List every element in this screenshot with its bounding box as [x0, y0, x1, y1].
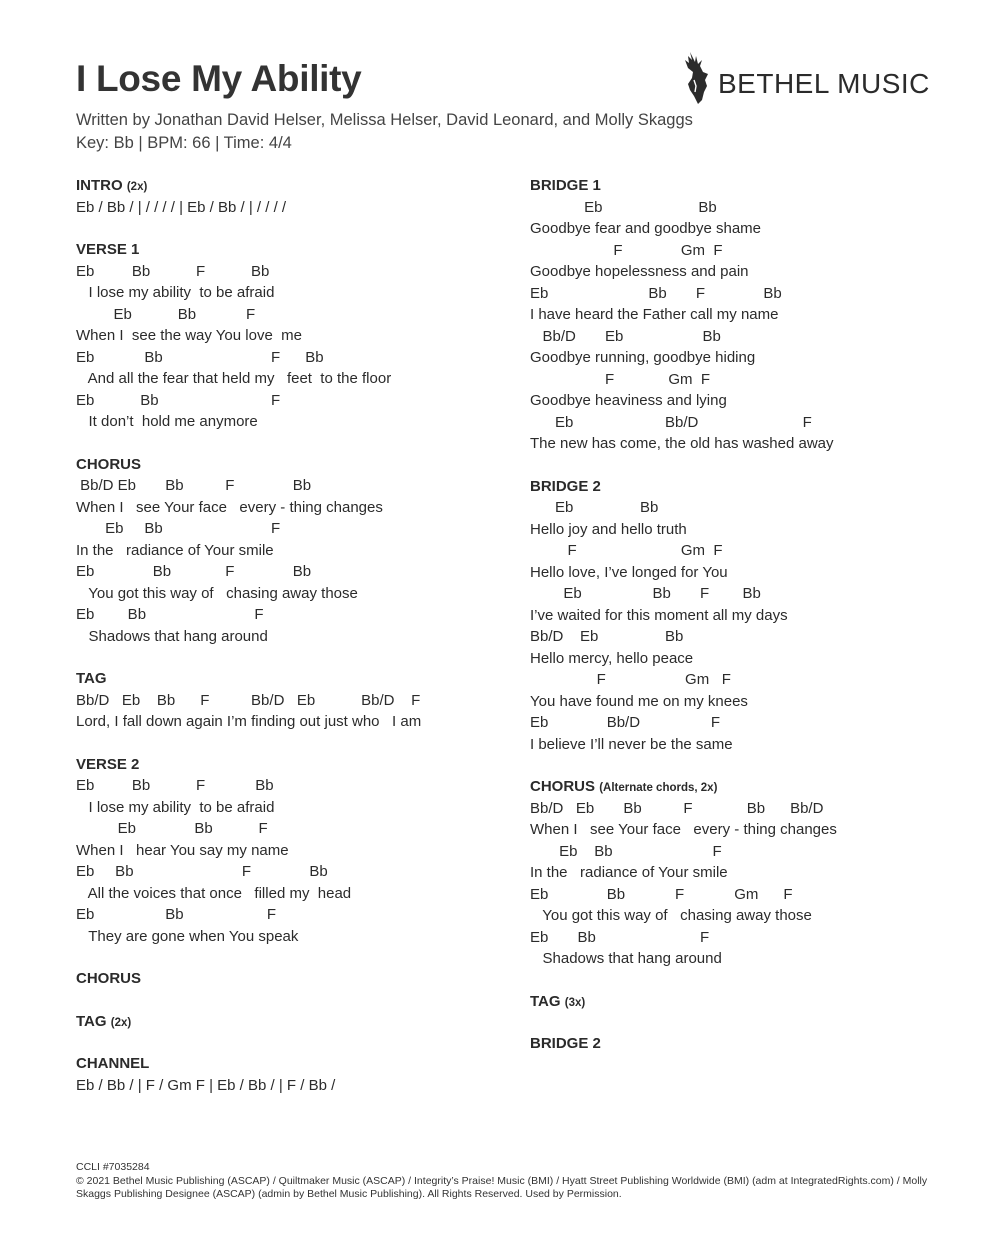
section-heading [76, 1053, 496, 1075]
lyric-line: I have heard the Father call my name [530, 306, 779, 323]
chord-line: Eb Bb F [76, 391, 281, 409]
section-heading [76, 239, 496, 261]
chord-line: Eb Bb F Bb [76, 563, 312, 580]
section-name: BRIDGE 2 [530, 1035, 601, 1052]
section-tag [76, 1011, 496, 1033]
section-heading [76, 754, 496, 776]
section-verse-1 [76, 239, 496, 433]
copyright-notice: © 2021 Bethel Music Publishing (ASCAP) / Quiltmaker Music (ASCAP) / Integrity’s Praise! Music (BMI) / Hyatt Street Publishing Worldwide (BMI) (adm at IntegratedRights.com) / Molly Skaggs Publishing Designee (ASCAP) (admin by Bethel Music Publishing). All Rights Reserved. Used by Permission. [76, 1174, 928, 1200]
section-name: TAG [76, 1012, 107, 1030]
chord-line: Eb Bb [530, 198, 717, 216]
song-details: Key: Bb | BPM: 66 | Time: 4/4 [76, 134, 292, 152]
lyric-line: Goodbye fear and goodbye shame [530, 220, 761, 237]
section-channel [76, 1053, 496, 1096]
chord-line: Eb Bb F Bb [530, 585, 761, 602]
lyric-line: In the radiance of Your smile [76, 541, 274, 559]
chord-line: Bb/D Eb Bb F Bb [76, 477, 312, 494]
chord-line: F Gm F [530, 542, 723, 559]
section-name: CHANNEL [76, 1055, 150, 1072]
lyric-line: Goodbye heaviness and lying [530, 392, 727, 409]
logo-text: BETHEL MUSIC [718, 68, 930, 99]
chord-line: Eb Bb [530, 499, 659, 516]
section-heading [530, 175, 930, 197]
chord-line: Eb Bb F [76, 305, 256, 323]
songwriters: Written by Jonathan David Helser, Melissa Helser, David Leonard, and Molly Skaggs [76, 111, 693, 129]
chord-line: Bb/D Eb Bb F Bb/D Eb Bb/D F [76, 691, 421, 709]
lyric-line: Hello joy and hello truth [530, 520, 687, 538]
chord-line: Eb Bb F [76, 520, 281, 537]
section-chorus [76, 968, 496, 990]
section-modifier: (3x) [564, 996, 586, 1009]
chord-line: F Gm F [530, 370, 711, 388]
chord-line: Bb/D Eb Bb [530, 628, 684, 645]
section-bridge-2 [530, 1033, 930, 1055]
right-column [530, 175, 930, 1076]
chord-line: F Gm F [530, 241, 723, 259]
lyric-line: And all the fear that held my feet to the floor [76, 370, 392, 387]
chord-line: Eb Bb/D F [530, 413, 812, 431]
lyric-line: Eb / Bb / | / / / / | Eb / Bb / | / / / / [76, 198, 287, 216]
section-bridge-1 [530, 175, 930, 455]
bethel-music-logo [680, 50, 930, 106]
chord-line: Eb Bb F Bb [530, 284, 782, 302]
section-name: TAG [530, 992, 561, 1010]
section-heading [76, 668, 496, 690]
chord-line: Bb/D Eb Bb F Bb Bb/D [530, 799, 824, 817]
chord-line: Eb Bb F [76, 606, 264, 623]
chord-line: Eb Bb F Gm F [530, 885, 793, 903]
lyric-line: You got this way of chasing away those [530, 907, 812, 924]
chord-line: Eb Bb F Bb [76, 777, 274, 794]
lyric-line: They are gone when You speak [76, 927, 299, 945]
section-intro [76, 175, 496, 218]
lyric-line: I lose my ability to be afraid [76, 284, 275, 301]
section-bridge-2 [530, 476, 930, 756]
lyric-line: In the radiance of Your smile [530, 864, 728, 881]
section-name: VERSE 2 [76, 755, 140, 773]
chord-line: Eb Bb F [530, 928, 710, 946]
lyric-line: I’ve waited for this moment all my days [530, 606, 788, 624]
lyric-line: When I hear You say my name [76, 841, 289, 859]
section-modifier: (Alternate chords, 2x) [599, 782, 718, 794]
section-name: VERSE 1 [76, 241, 140, 258]
section-verse-2 [76, 754, 496, 948]
section-name: INTRO [76, 177, 123, 194]
section-name: TAG [76, 670, 107, 687]
ccli-number: CCLI #7035284 [76, 1161, 150, 1173]
chord-line: F Gm F [530, 671, 731, 688]
section-chorus [530, 776, 930, 970]
chord-line: Bb/D Eb Bb [530, 327, 721, 345]
lyric-line: I believe I’ll never be the same [530, 735, 733, 753]
section-tag [76, 668, 496, 733]
lyric-line: Shadows that hang around [530, 950, 722, 967]
chord-line: Eb Bb F [530, 842, 722, 860]
lyric-line: Lord, I fall down again I’m finding out just who I am [76, 713, 422, 730]
section-name: CHORUS [530, 778, 596, 795]
section-heading [76, 175, 496, 197]
chord-line: Eb Bb F [76, 820, 268, 837]
section-heading [530, 476, 930, 498]
lyric-line: When I see Your face every - thing changes [530, 821, 837, 838]
lyric-line: When I see Your face every - thing changes [76, 498, 383, 516]
section-name: BRIDGE 1 [530, 177, 601, 194]
lyric-line: Hello mercy, hello peace [530, 649, 694, 667]
section-heading [530, 991, 930, 1013]
lyric-line: All the voices that once filled my head [76, 884, 352, 902]
chord-line: Eb Bb/D F [530, 714, 721, 731]
lyric-line: Goodbye hopelessness and pain [530, 263, 749, 280]
chord-line: Eb Bb F [76, 906, 277, 923]
left-column [76, 175, 496, 1117]
section-modifier: (2x) [126, 181, 148, 193]
lyric-line: Hello love, I’ve longed for You [530, 563, 728, 581]
chord-line: Eb Bb F Bb [76, 348, 324, 366]
section-name: CHORUS [76, 455, 142, 473]
footer [76, 1161, 936, 1202]
chord-line: Eb Bb F Bb [76, 262, 270, 280]
deer-head-icon [680, 50, 716, 106]
section-heading [76, 454, 496, 476]
lyric-line: The new has come, the old has washed away [530, 435, 834, 452]
section-modifier: (2x) [110, 1016, 132, 1029]
section-heading [530, 1033, 930, 1055]
song-title: I Lose My Ability [76, 58, 362, 99]
section-heading [530, 776, 930, 798]
section-name: BRIDGE 2 [530, 477, 601, 495]
section-heading [76, 1011, 496, 1033]
section-chorus [76, 454, 496, 648]
lyric-line: I lose my ability to be afraid [76, 798, 275, 816]
section-name: CHORUS [76, 970, 142, 987]
chord-line: Eb Bb F Bb [76, 863, 328, 880]
lyric-line: You have found me on my knees [530, 692, 748, 710]
lyric-line: You got this way of chasing away those [76, 584, 358, 602]
lyric-line: Eb / Bb / | F / Gm F | Eb / Bb / | F / Bb / [76, 1076, 336, 1094]
lyric-line: Shadows that hang around [76, 627, 268, 645]
lyric-line: Goodbye running, goodbye hiding [530, 349, 756, 366]
lyric-line: When I see the way You love me [76, 327, 302, 344]
section-tag [530, 991, 930, 1013]
lyric-line: It don’t hold me anymore [76, 413, 258, 430]
section-heading [76, 968, 496, 990]
